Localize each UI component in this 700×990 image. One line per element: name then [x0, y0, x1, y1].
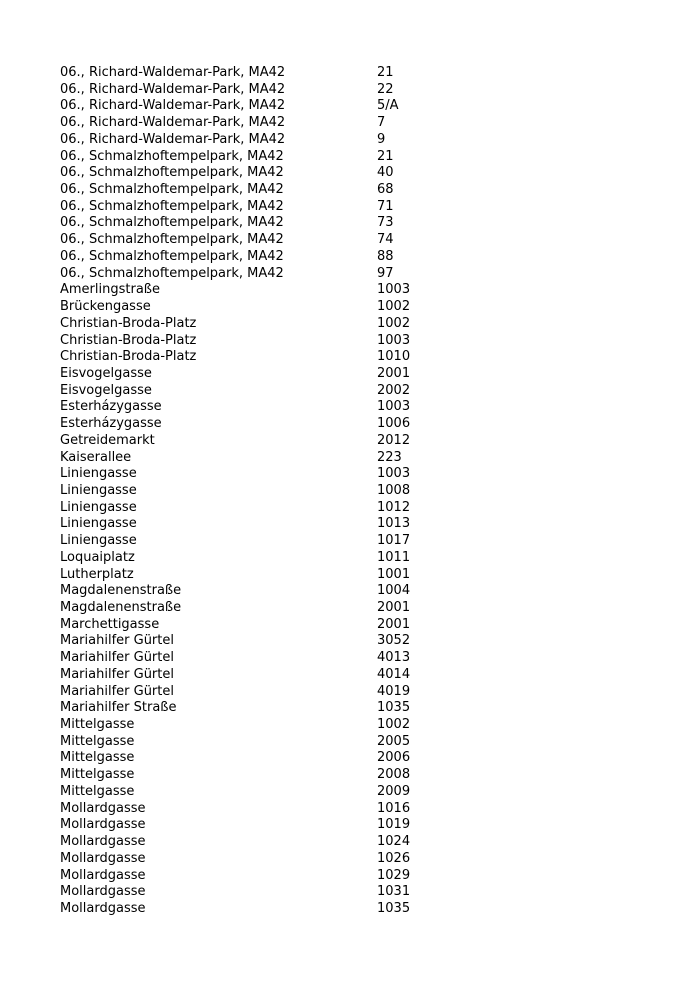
house-number-cell: 1003	[377, 332, 411, 348]
table-row	[60, 851, 620, 868]
table-row	[60, 834, 620, 851]
table-row	[60, 82, 620, 99]
house-number-cell: 21	[377, 148, 394, 164]
street-name-cell: Mariahilfer Gürtel	[60, 650, 174, 666]
table-row	[60, 316, 620, 333]
house-number-cell: 1002	[377, 315, 411, 331]
table-row	[60, 433, 620, 450]
table-row	[60, 182, 620, 199]
house-number-cell: 97	[377, 265, 394, 281]
house-number-cell: 1035	[377, 900, 411, 916]
street-name-cell: Mittelgasse	[60, 783, 135, 799]
house-number-cell: 3052	[377, 633, 411, 649]
street-name-cell: Magdalenenstraße	[60, 600, 182, 615]
table-row	[60, 483, 620, 500]
table-row	[60, 232, 620, 249]
street-name-cell: Mittelgasse	[60, 767, 135, 783]
street-name-cell: Mollardgasse	[60, 834, 146, 850]
street-name-cell: Mollardgasse	[60, 850, 146, 866]
house-number-cell: 1008	[377, 482, 411, 498]
house-number-cell: 2002	[377, 382, 411, 398]
street-name-cell: 06., Schmalzhoftempelpark, MA42	[60, 215, 284, 231]
street-name-cell: 06., Schmalzhoftempelpark, MA42	[60, 265, 284, 281]
street-name-cell: 06., Richard-Waldemar-Park, MA42	[60, 81, 286, 97]
street-name-cell: Christian-Broda-Platz	[60, 332, 197, 348]
house-number-cell: 1011	[377, 549, 411, 565]
table-row	[60, 199, 620, 216]
table-row	[60, 98, 620, 115]
house-number-cell: 2009	[377, 783, 411, 799]
table-row	[60, 767, 620, 784]
house-number-cell: 1003	[377, 282, 411, 298]
table-row	[60, 282, 620, 299]
table-row	[60, 249, 620, 266]
street-name-cell: Eisvogelgasse	[60, 365, 152, 381]
street-name-cell: Christian-Broda-Platz	[60, 315, 197, 331]
house-number-cell: 1010	[377, 349, 411, 365]
street-name-cell: Amerlingstraße	[60, 282, 160, 298]
house-number-cell: 1024	[377, 834, 411, 850]
address-list	[60, 65, 620, 918]
street-name-cell: Mittelgasse	[60, 750, 135, 766]
street-name-cell: Liniengasse	[60, 533, 137, 549]
table-row	[60, 516, 620, 533]
table-row	[60, 215, 620, 232]
street-name-cell: Esterházygasse	[60, 399, 162, 415]
house-number-cell: 1012	[377, 499, 411, 515]
street-name-cell: 06., Schmalzhoftempelpark, MA42	[60, 232, 284, 248]
house-number-cell: 1019	[377, 817, 411, 833]
house-number-cell: 2001	[377, 365, 411, 381]
table-row	[60, 750, 620, 767]
table-row	[60, 466, 620, 483]
street-name-cell: Eisvogelgasse	[60, 382, 152, 398]
table-row	[60, 734, 620, 751]
table-row	[60, 333, 620, 350]
house-number-cell: 4014	[377, 666, 411, 682]
table-row	[60, 801, 620, 818]
house-number-cell: 2005	[377, 733, 411, 749]
street-name-cell: Brückengasse	[60, 299, 151, 315]
table-row	[60, 684, 620, 701]
table-row	[60, 450, 620, 467]
street-name-cell: 06., Richard-Waldemar-Park, MA42	[60, 98, 286, 114]
street-name-cell: Liniengasse	[60, 516, 137, 532]
table-row	[60, 617, 620, 634]
street-name-cell: Christian-Broda-Platz	[60, 349, 197, 365]
street-name-cell: 06., Schmalzhoftempelpark, MA42	[60, 182, 284, 198]
house-number-cell: 1035	[377, 700, 411, 716]
street-name-cell: 06., Richard-Waldemar-Park, MA42	[60, 65, 286, 80]
table-row	[60, 500, 620, 517]
house-number-cell: 88	[377, 248, 394, 264]
house-number-cell: 1004	[377, 583, 411, 599]
street-name-cell: Loquaiplatz	[60, 549, 135, 565]
street-name-cell: Mollardgasse	[60, 867, 146, 883]
table-row	[60, 366, 620, 383]
house-number-cell: 40	[377, 165, 394, 181]
house-number-cell: 2001	[377, 600, 411, 615]
house-number-cell: 1001	[377, 566, 411, 582]
house-number-cell: 1016	[377, 800, 411, 816]
street-name-cell: Mittelgasse	[60, 733, 135, 749]
street-name-cell: Mollardgasse	[60, 817, 146, 833]
street-name-cell: Liniengasse	[60, 499, 137, 515]
house-number-cell: 223	[377, 449, 402, 465]
house-number-cell: 2008	[377, 767, 411, 783]
street-name-cell: Mollardgasse	[60, 800, 146, 816]
table-row	[60, 667, 620, 684]
house-number-cell: 4013	[377, 650, 411, 666]
street-name-cell: 06., Schmalzhoftempelpark, MA42	[60, 165, 284, 181]
house-number-cell: 71	[377, 198, 394, 214]
house-number-cell: 73	[377, 215, 394, 231]
table-row	[60, 65, 620, 82]
house-number-cell: 1006	[377, 416, 411, 432]
table-row	[60, 115, 620, 132]
table-row	[60, 884, 620, 901]
house-number-cell: 22	[377, 81, 394, 97]
house-number-cell: 74	[377, 232, 394, 248]
house-number-cell: 1013	[377, 516, 411, 532]
street-name-cell: Mittelgasse	[60, 717, 135, 733]
street-name-cell: 06., Richard-Waldemar-Park, MA42	[60, 131, 286, 147]
house-number-cell: 1002	[377, 717, 411, 733]
house-number-cell: 1029	[377, 867, 411, 883]
house-number-cell: 5/A	[377, 98, 399, 114]
table-row	[60, 583, 620, 600]
street-name-cell: Liniengasse	[60, 466, 137, 482]
street-name-cell: 06., Schmalzhoftempelpark, MA42	[60, 248, 284, 264]
table-row	[60, 717, 620, 734]
table-row	[60, 266, 620, 283]
street-name-cell: Getreidemarkt	[60, 432, 155, 448]
street-name-cell: Mollardgasse	[60, 900, 146, 916]
street-name-cell: Mariahilfer Gürtel	[60, 683, 174, 699]
house-number-cell: 4019	[377, 683, 411, 699]
table-row	[60, 349, 620, 366]
house-number-cell: 1017	[377, 533, 411, 549]
house-number-cell: 1003	[377, 466, 411, 482]
house-number-cell: 2012	[377, 432, 411, 448]
house-number-cell: 1003	[377, 399, 411, 415]
house-number-cell: 7	[377, 115, 386, 131]
table-row	[60, 399, 620, 416]
street-name-cell: Mariahilfer Gürtel	[60, 666, 174, 682]
street-name-cell: 06., Schmalzhoftempelpark, MA42	[60, 198, 284, 214]
table-row	[60, 165, 620, 182]
table-row	[60, 700, 620, 717]
street-name-cell: Mariahilfer Gürtel	[60, 633, 174, 649]
house-number-cell: 21	[377, 65, 394, 80]
table-row	[60, 132, 620, 149]
table-row	[60, 550, 620, 567]
street-name-cell: Esterházygasse	[60, 416, 162, 432]
house-number-cell: 9	[377, 131, 386, 147]
house-number-cell: 1031	[377, 884, 411, 900]
street-name-cell: Mariahilfer Straße	[60, 700, 177, 716]
house-number-cell: 1002	[377, 299, 411, 315]
table-row	[60, 416, 620, 433]
house-number-cell: 2006	[377, 750, 411, 766]
street-name-cell: Mollardgasse	[60, 884, 146, 900]
table-row	[60, 784, 620, 801]
street-name-cell: Lutherplatz	[60, 566, 134, 582]
table-row	[60, 149, 620, 166]
table-row	[60, 533, 620, 550]
street-name-cell: Magdalenenstraße	[60, 583, 182, 599]
street-name-cell: Kaiserallee	[60, 449, 132, 465]
table-row	[60, 633, 620, 650]
street-name-cell: Liniengasse	[60, 482, 137, 498]
table-row	[60, 600, 620, 617]
street-name-cell: 06., Schmalzhoftempelpark, MA42	[60, 148, 284, 164]
street-name-cell: Marchettigasse	[60, 616, 160, 632]
house-number-cell: 2001	[377, 616, 411, 632]
house-number-cell: 68	[377, 182, 394, 198]
street-name-cell: 06., Richard-Waldemar-Park, MA42	[60, 115, 286, 131]
table-row	[60, 650, 620, 667]
table-row	[60, 383, 620, 400]
table-row	[60, 817, 620, 834]
table-row	[60, 901, 620, 918]
table-row	[60, 567, 620, 584]
house-number-cell: 1026	[377, 850, 411, 866]
table-row	[60, 868, 620, 885]
table-row	[60, 299, 620, 316]
